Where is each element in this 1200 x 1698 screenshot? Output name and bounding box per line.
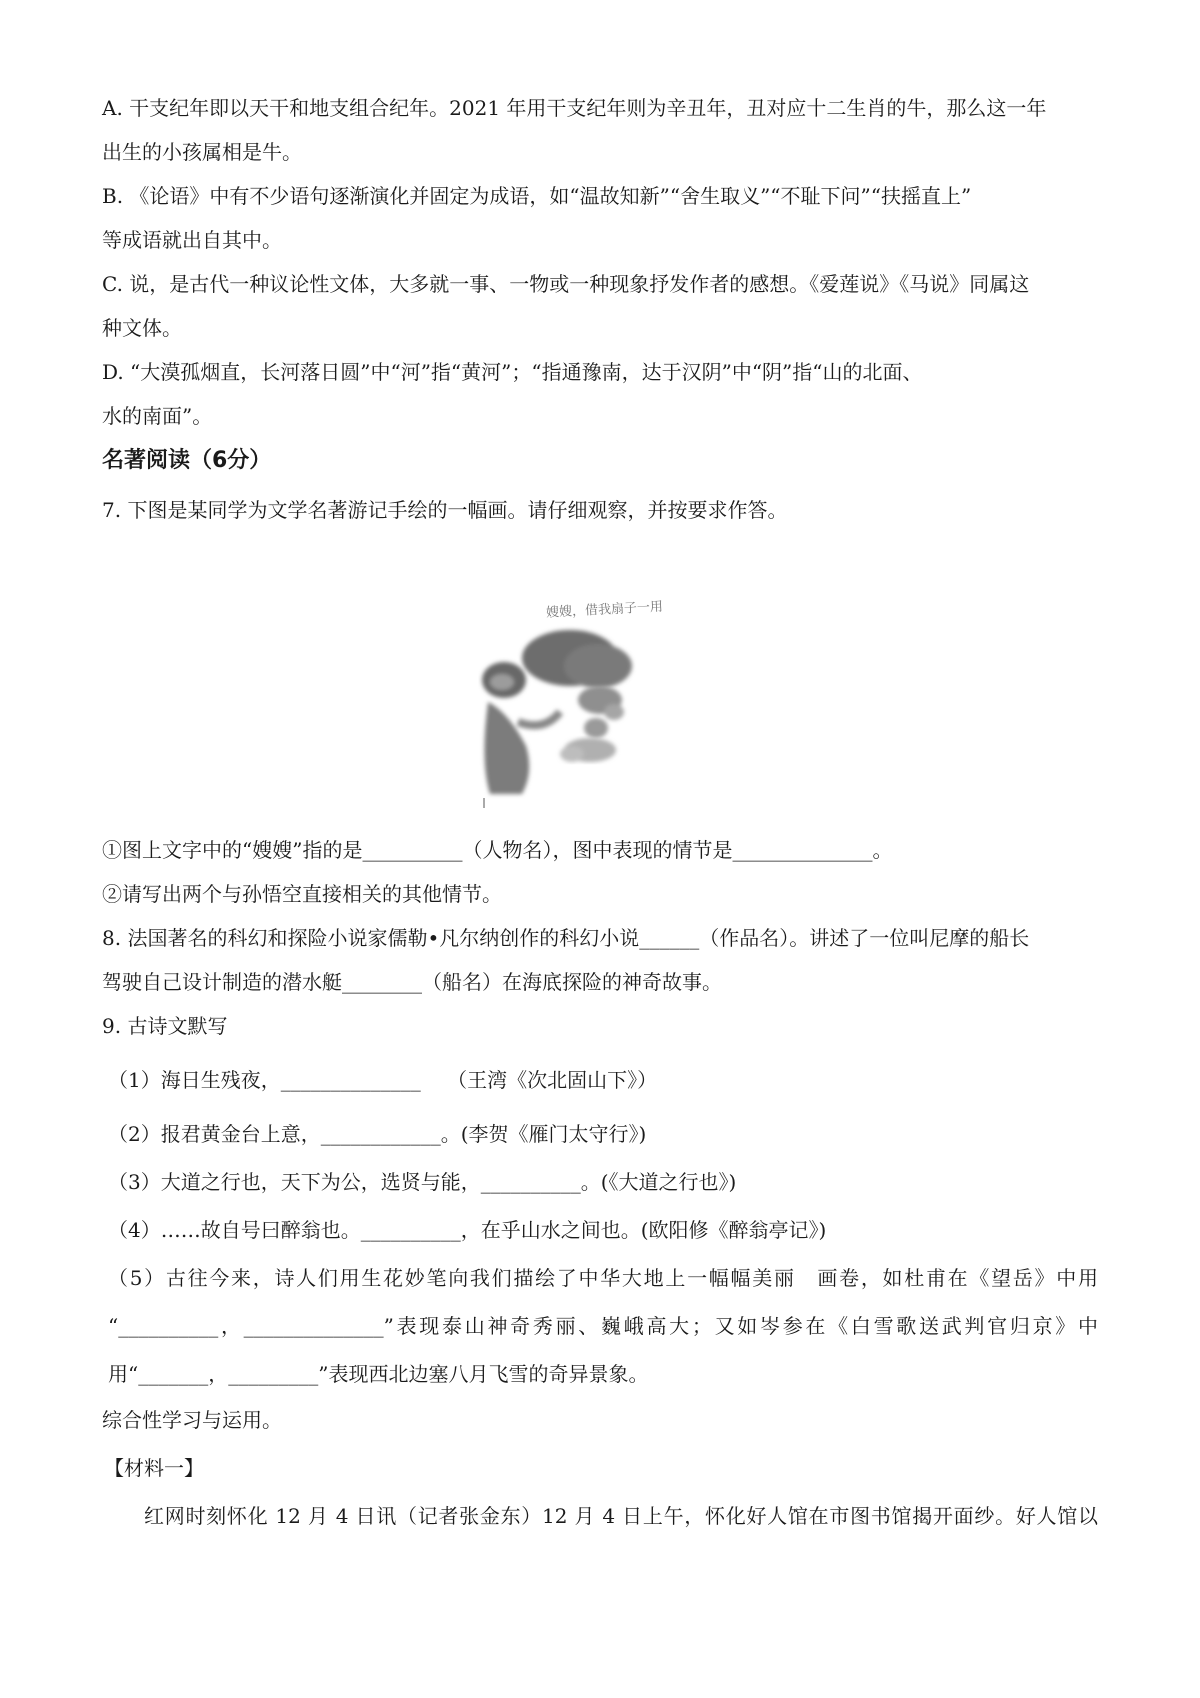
section-heading-classics: 名著阅读（6分） <box>102 448 272 473</box>
option-d-line2: 水的南面”。 <box>102 404 213 428</box>
option-a-line2: 出生的小孩属相是牛。 <box>102 140 302 164</box>
option-c-line2: 种文体。 <box>102 316 182 340</box>
question-9-part5-line3: 用“_______，_________”表现西北边塞八月飞雪的奇异景象。 <box>108 1362 649 1386</box>
question-9-part5-line2: “__________，______________”表现泰山神奇秀丽、巍峨高大；又如岑参在《白雪歌送武判官归京》中 <box>108 1314 1098 1338</box>
question-7: 7. 下图是某同学为文学名著游记手绘的一幅画。请仔细观察，并按要求作答。 <box>102 498 788 522</box>
illustration-svg <box>478 562 736 810</box>
question-9-part4: （4）……故自号曰醉翁也。__________，在乎山水之间也。(欧阳修《醉翁亭记》) <box>108 1218 827 1242</box>
option-b-line1: B. 《论语》中有不少语句逐渐演化并固定为成语，如“温故知新”“舍生取义”“不耻下问”“扶摇直上” <box>102 184 972 208</box>
option-a-line1: A. 干支纪年即以天干和地支组合纪年。2021 年用干支纪年则为辛丑年，丑对应十二生肖的牛，那么这一年 <box>102 96 1047 120</box>
material-paragraph-line1: 红网时刻怀化 12 月 4 日讯（记者张金东）12 月 4 日上午，怀化好人馆在市图书馆揭开面纱。好人馆以 <box>144 1504 1098 1528</box>
question-9-part3: （3）大道之行也，天下为公，选贤与能，__________。(《大道之行也》) <box>108 1170 737 1194</box>
question-7-part2: ②请写出两个与孙悟空直接相关的其他情节。 <box>102 882 502 906</box>
question-9-part2: （2）报君黄金台上意，____________。(李贺《雁门太守行》) <box>108 1122 647 1146</box>
question-8-line2: 驾驶自己设计制造的潜水艇________（船名）在海底探险的神奇故事。 <box>102 970 722 994</box>
question-9-part1: （1）海日生残夜，______________ （王湾《次北固山下》） <box>108 1068 658 1092</box>
question-7-part1: ①图上文字中的“嫂嫂”指的是__________（人物名），图中表现的情节是______________。 <box>102 838 893 862</box>
material-label: 【材料一】 <box>104 1456 204 1480</box>
figure-caption: 嫂嫂，借我扇子一用 <box>545 599 664 621</box>
option-c-line1: C. 说，是古代一种议论性文体，大多就一事、一物或一种现象抒发作者的感想。《爱莲说》《马说》同属这 <box>102 272 1030 296</box>
illustration-figure <box>478 562 736 810</box>
question-9: 9. 古诗文默写 <box>102 1014 228 1038</box>
option-b-line2: 等成语就出自其中。 <box>102 228 282 252</box>
comprehensive-title: 综合性学习与运用。 <box>102 1408 282 1432</box>
option-d-line1: D. “大漠孤烟直，长河落日圆”中“河”指“黄河”；“指通豫南，达于汉阴”中“阴”指“山的北面、 <box>102 360 923 384</box>
question-8-line1: 8. 法国著名的科幻和探险小说家儒勒•凡尔纳创作的科幻小说______（作品名）。讲述了一位叫尼摩的船长 <box>102 926 1030 950</box>
question-9-part5-line1: （5）古往今来，诗人们用生花妙笔向我们描绘了中华大地上一幅幅美丽 画卷，如杜甫在《望岳》中用 <box>108 1266 1098 1290</box>
